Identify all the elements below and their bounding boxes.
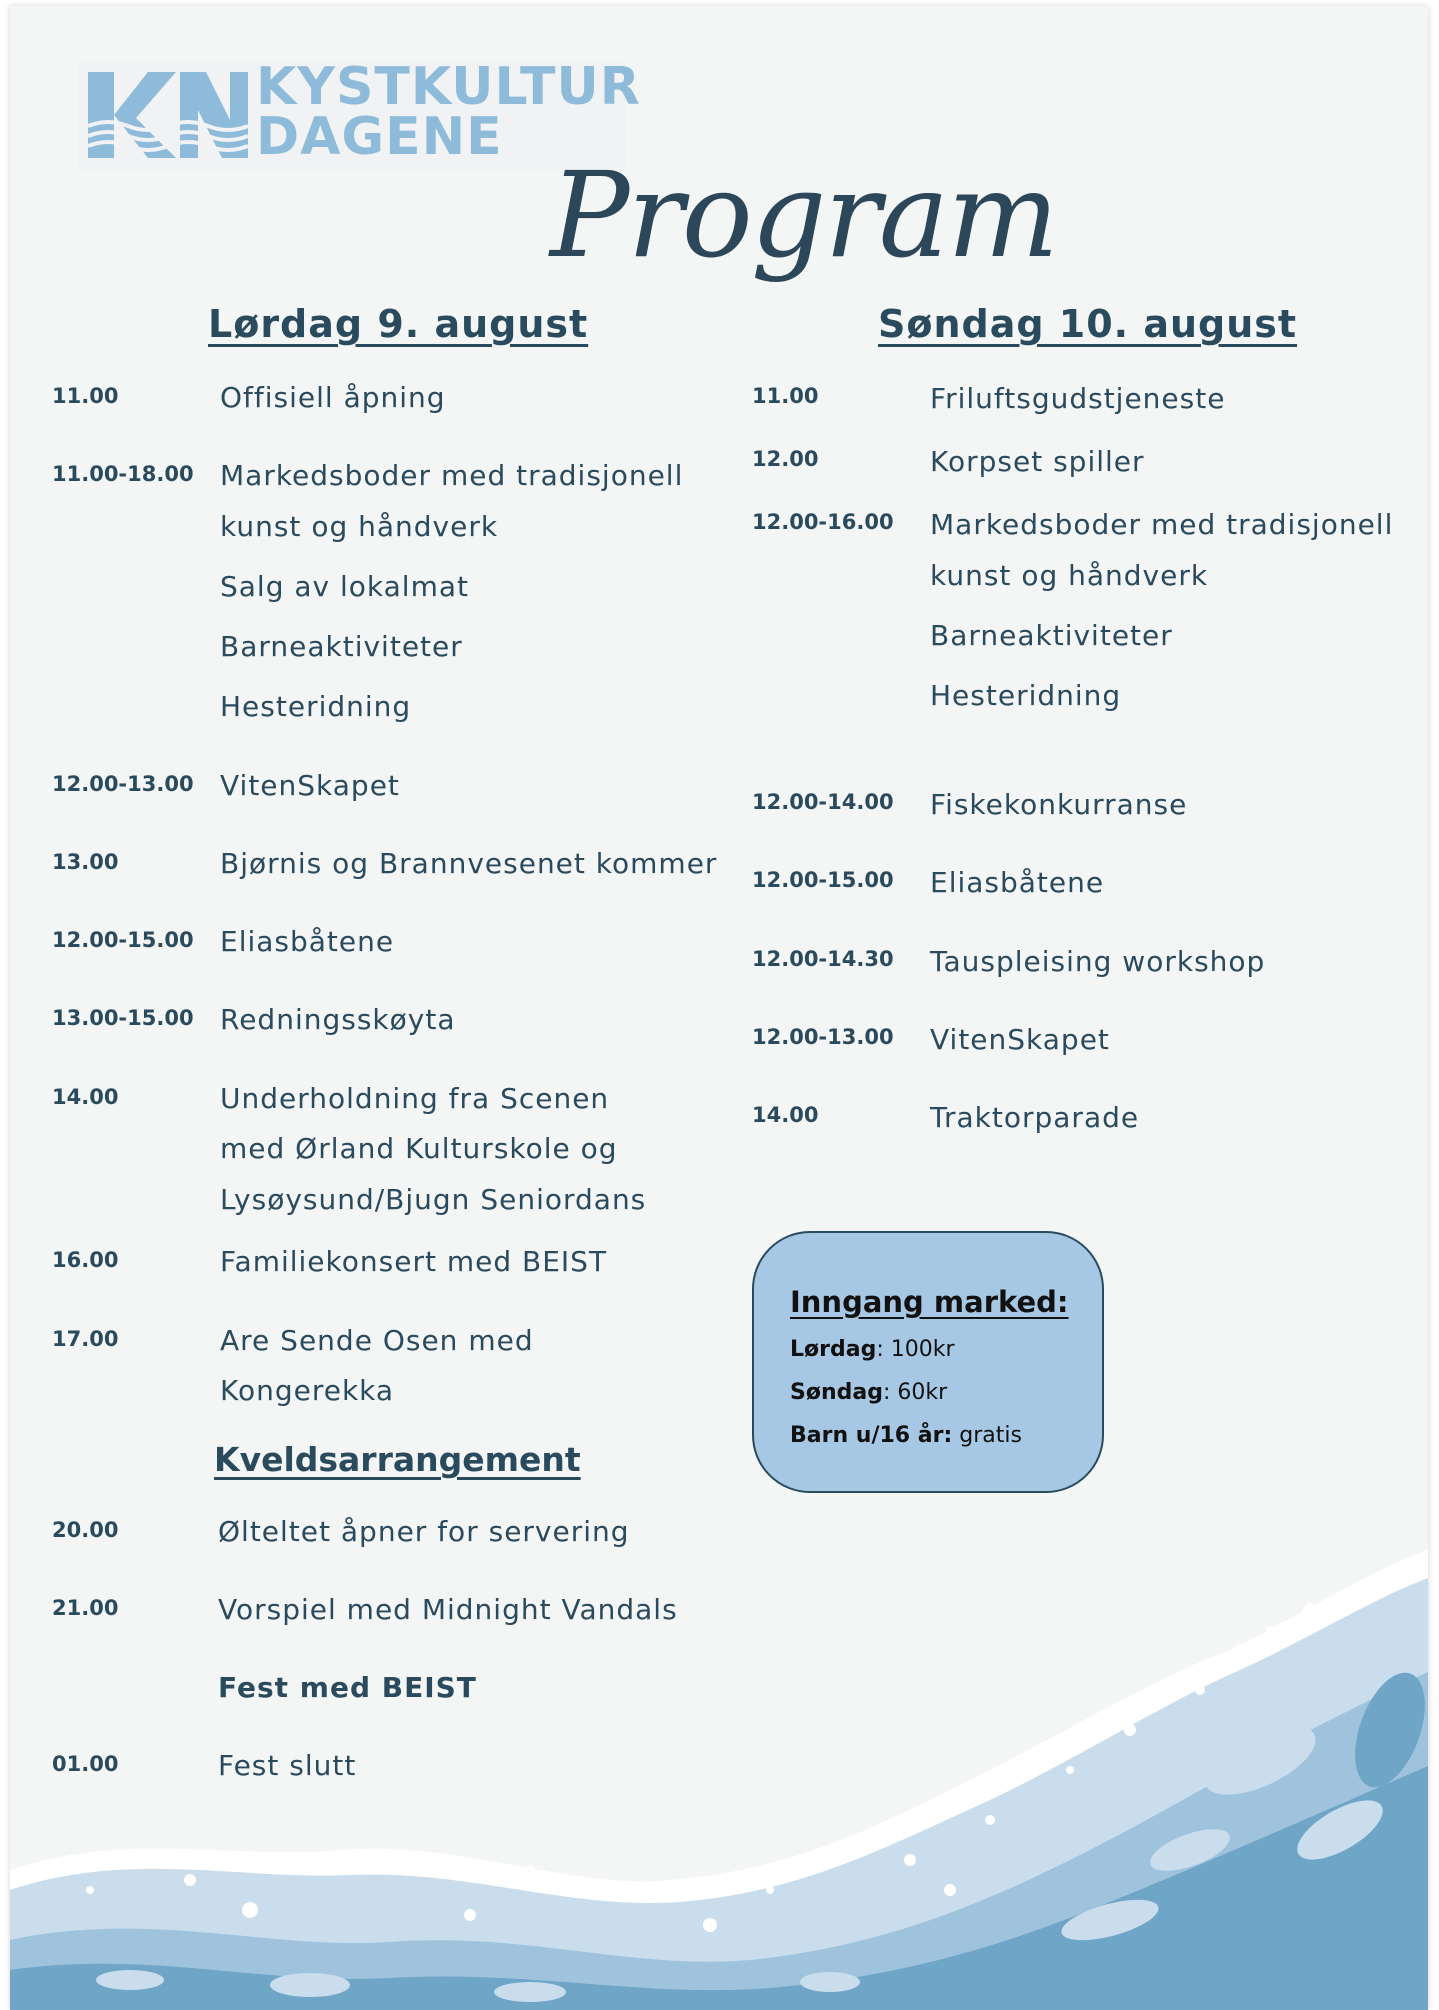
schedule-item: Redningsskøyta [220, 1003, 456, 1036]
schedule-time: 16.00 [52, 1248, 119, 1272]
logo [78, 57, 641, 170]
schedule-time: 12.00-13.00 [752, 1025, 894, 1049]
schedule-item: Offisiell åpning [220, 381, 446, 414]
entry-value: 60kr [897, 1380, 948, 1405]
schedule-item: VitenSkapet [220, 769, 400, 802]
schedule-time: 12.00-15.00 [752, 868, 894, 892]
schedule-item: Markedsboder med tradisjonell [930, 508, 1394, 541]
logo-line-1: KYSTKULTUR [256, 57, 641, 117]
saturday-heading: Lørdag 9. august [208, 302, 589, 346]
kn-logo-mark-icon [88, 70, 248, 162]
entry-value: 100kr [890, 1337, 955, 1362]
evening-heading: Kveldsarrangement [214, 1440, 581, 1479]
entry-sep: : [876, 1337, 891, 1362]
schedule-time: 14.00 [752, 1103, 819, 1127]
schedule-item: Korpset spiller [930, 445, 1145, 478]
schedule-time: 11.00 [752, 384, 819, 408]
schedule-time: 11.00-18.00 [52, 462, 194, 486]
schedule-item: Lysøysund/Bjugn Seniordans [220, 1183, 647, 1216]
program-poster [10, 6, 1428, 2010]
schedule-time: 12.00-14.00 [752, 790, 894, 814]
schedule-item: Tauspleising workshop [930, 945, 1266, 978]
schedule-item: Barneaktiviteter [220, 630, 463, 663]
schedule-item: VitenSkapet [930, 1023, 1110, 1056]
entry-price-box [752, 1231, 1104, 1493]
schedule-item: kunst og håndverk [930, 559, 1209, 592]
entry-label: Søndag [790, 1380, 883, 1405]
schedule-item: Eliasbåtene [220, 925, 395, 958]
page-title: Program [550, 146, 1058, 284]
schedule-item: Kongerekka [220, 1374, 395, 1407]
logo-line-2: DAGENE [256, 107, 503, 167]
schedule-item: Ølteltet åpner for servering [218, 1515, 630, 1548]
wave-illustration [10, 1530, 1428, 2010]
schedule-item: kunst og håndverk [220, 510, 499, 543]
schedule-item: Markedsboder med tradisjonell [220, 459, 684, 492]
schedule-item: Familiekonsert med BEIST [220, 1245, 608, 1278]
schedule-time: 12.00-15.00 [52, 928, 194, 952]
schedule-time: 21.00 [52, 1596, 119, 1620]
schedule-item: Are Sende Osen med [220, 1324, 534, 1357]
schedule-time: 11.00 [52, 384, 119, 408]
schedule-time: 01.00 [52, 1752, 119, 1776]
schedule-item: Friluftsgudstjeneste [930, 382, 1226, 415]
schedule-time: 12.00-16.00 [752, 510, 894, 534]
entry-label: Lørdag [790, 1337, 877, 1362]
sunday-heading: Søndag 10. august [878, 302, 1298, 346]
schedule-item: Underholdning fra Scenen [220, 1082, 610, 1115]
schedule-item: Vorspiel med Midnight Vandals [218, 1593, 678, 1626]
schedule-time: 13.00-15.00 [52, 1006, 194, 1030]
entry-title: Inngang marked: [790, 1285, 1069, 1319]
schedule-item: Salg av lokalmat [220, 570, 469, 603]
schedule-item: Fest slutt [218, 1749, 357, 1782]
entry-value: gratis [959, 1423, 1022, 1448]
entry-row [790, 1423, 1022, 1448]
schedule-time: 20.00 [52, 1518, 119, 1542]
entry-row [790, 1337, 955, 1362]
schedule-item: Bjørnis og Brannvesenet kommer [220, 847, 718, 880]
schedule-item: Fiskekonkurranse [930, 788, 1188, 821]
schedule-item: Barneaktiviteter [930, 619, 1173, 652]
schedule-item: Eliasbåtene [930, 866, 1105, 899]
entry-sep: : [882, 1380, 898, 1405]
schedule-time: 14.00 [52, 1085, 119, 1109]
schedule-time: 17.00 [52, 1327, 119, 1351]
schedule-time: 12.00-13.00 [52, 772, 194, 796]
schedule-item: Hesteridning [220, 690, 412, 723]
schedule-time: 12.00 [752, 447, 819, 471]
entry-row [790, 1380, 947, 1405]
schedule-item: Hesteridning [930, 679, 1122, 712]
entry-label: Barn u/16 år: [790, 1423, 953, 1448]
schedule-item: Fest med BEIST [218, 1671, 477, 1704]
schedule-time: 13.00 [52, 850, 119, 874]
schedule-item: Traktorparade [930, 1101, 1140, 1134]
schedule-item: med Ørland Kulturskole og [220, 1132, 618, 1165]
schedule-time: 12.00-14.30 [752, 947, 894, 971]
